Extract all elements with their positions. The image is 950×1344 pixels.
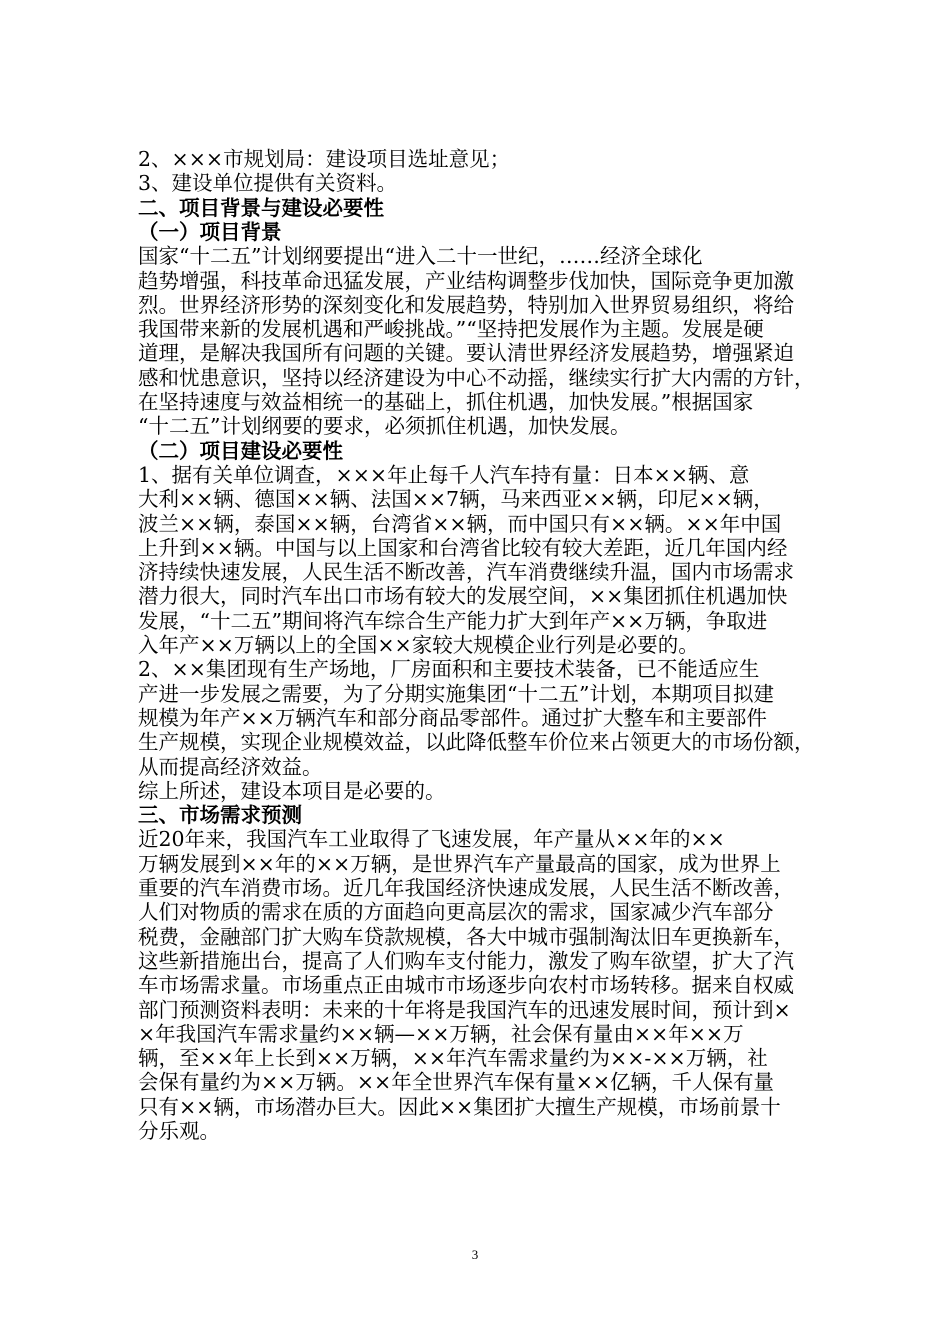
text-line: 辆，至××年上长到××万辆，××年汽车需求量约为××-××万辆，社 [138, 1046, 768, 1071]
page-number: 3 [471, 1247, 479, 1262]
text-line: 人们对物质的需求在质的方面趋向更高层次的需求，国家减少汽车部分 [138, 900, 774, 925]
section-heading: （一）项目背景 [138, 219, 282, 244]
text-line: 上升到××辆。中国与以上国家和台湾省比较有较大差距，近几年国内经 [138, 535, 788, 560]
text-line: 波兰××辆，泰国××辆，台湾省××辆，而中国只有××辆。××年中国 [138, 511, 782, 536]
text-line: 济持续快速发展，人民生活不断改善，汽车消费继续升温，国内市场需求 [138, 560, 794, 585]
text-line: 分乐观。 [138, 1119, 220, 1143]
text-line: 2、×××市规划局：建设项目选址意见； [138, 147, 511, 171]
text-line: 近20年来，我国汽车工业取得了飞速发展，年产量从××年的×× [138, 827, 725, 852]
text-line: 重要的汽车消费市场。近几年我国经济快速成发展，人民生活不断改善， [138, 876, 794, 900]
text-line: 3、建设单位提供有关资料。 [138, 171, 398, 196]
section-heading: （二）项目建设必要性 [138, 438, 343, 463]
text-line: 道理，是解决我国所有问题的关键。要认清世界经济发展趋势，增强紧迫 [138, 341, 794, 366]
text-line: 部门预测资料表明：未来的十年将是我国汽车的迅速发展时间，预计到× [138, 997, 791, 1022]
text-line: 我国带来新的发展机遇和严峻挑战。”“坚持把发展作为主题。发展是硬 [138, 317, 764, 342]
text-line: 万辆发展到××年的××万辆，是世界汽车产量最高的国家，成为世界上 [138, 851, 781, 876]
section-heading: 二、项目背景与建设必要性 [138, 195, 384, 220]
text-line: 生产规模，实现企业规模效益，以此降低整车价位来占领更大的市场份额， [138, 730, 815, 755]
text-line: 感和忧患意识，坚持以经济建设为中心不动摇，继续实行扩大内需的方针， [138, 365, 815, 390]
text-line: 潜力很大，同时汽车出口市场有较大的发展空间，××集团抓住机遇加快 [138, 584, 788, 609]
text-line: 2、××集团现有生产场地，厂房面积和主要技术装备，已不能适应生 [138, 657, 760, 682]
text-line: 发展，“十二五”期间将汽车综合生产能力扩大到年产××万辆，争取进 [138, 608, 768, 633]
text-line: 烈。世界经济形势的深刻变化和发展趋势，特别加入世界贸易组织，将给 [138, 292, 794, 317]
section-heading: 三、市场需求预测 [138, 803, 302, 828]
text-line: ×年我国汽车需求量约××辆—××万辆，社会保有量由××年××万 [138, 1021, 744, 1046]
text-line: 入年产××万辆以上的全国××家较大规模企业行列是必要的。 [138, 633, 699, 657]
text-line: 趋势增强，科技革命迅猛发展，产业结构调整步伐加快，国际竞争更加激 [138, 268, 794, 293]
text-line: 只有××辆，市场潜办巨大。因此××集团扩大擅生产规模，市场前景十 [138, 1094, 781, 1119]
text-line: 规模为年产××万辆汽车和部分商品零部件。通过扩大整车和主要部件 [138, 705, 767, 730]
text-line: 在坚持速度与效益相统一的基础上，抓住机遇，加快发展。”根据国家 [138, 390, 754, 414]
text-line: 1、据有关单位调查，×××年止每千人汽车持有量：日本××辆、意 [138, 462, 750, 487]
text-line: 产进一步发展之需要，为了分期实施集团“十二五”计划，本期项目拟建 [138, 681, 774, 706]
text-line: 从而提高经济效益。 [138, 754, 323, 779]
text-line: 车市场需求量。市场重点正由城市市场逐步向农村市场转移。据来自权威 [138, 973, 794, 998]
text-line: 这些新措施出台，提高了人们购车支付能力，激发了购车欲望，扩大了汽 [138, 948, 794, 973]
text-line: 综上所述，建设本项目是必要的。 [138, 778, 446, 803]
text-line: 国家“十二五”计划纲要提出“进入二十一世纪，……经济全球化 [138, 244, 703, 269]
text-line: 税费，金融部门扩大购车贷款规模，各大中城市强制淘汰旧车更换新车， [138, 924, 794, 949]
text-line: “十二五”计划纲要的要求，必须抓住机遇，加快发展。 [138, 414, 631, 439]
text-line: 大利××辆、德国××辆、法国××7辆，马来西亚××辆，印尼××辆， [138, 487, 774, 512]
text-line: 会保有量约为××万辆。××年全世界汽车保有量××亿辆，千人保有量 [138, 1070, 775, 1095]
